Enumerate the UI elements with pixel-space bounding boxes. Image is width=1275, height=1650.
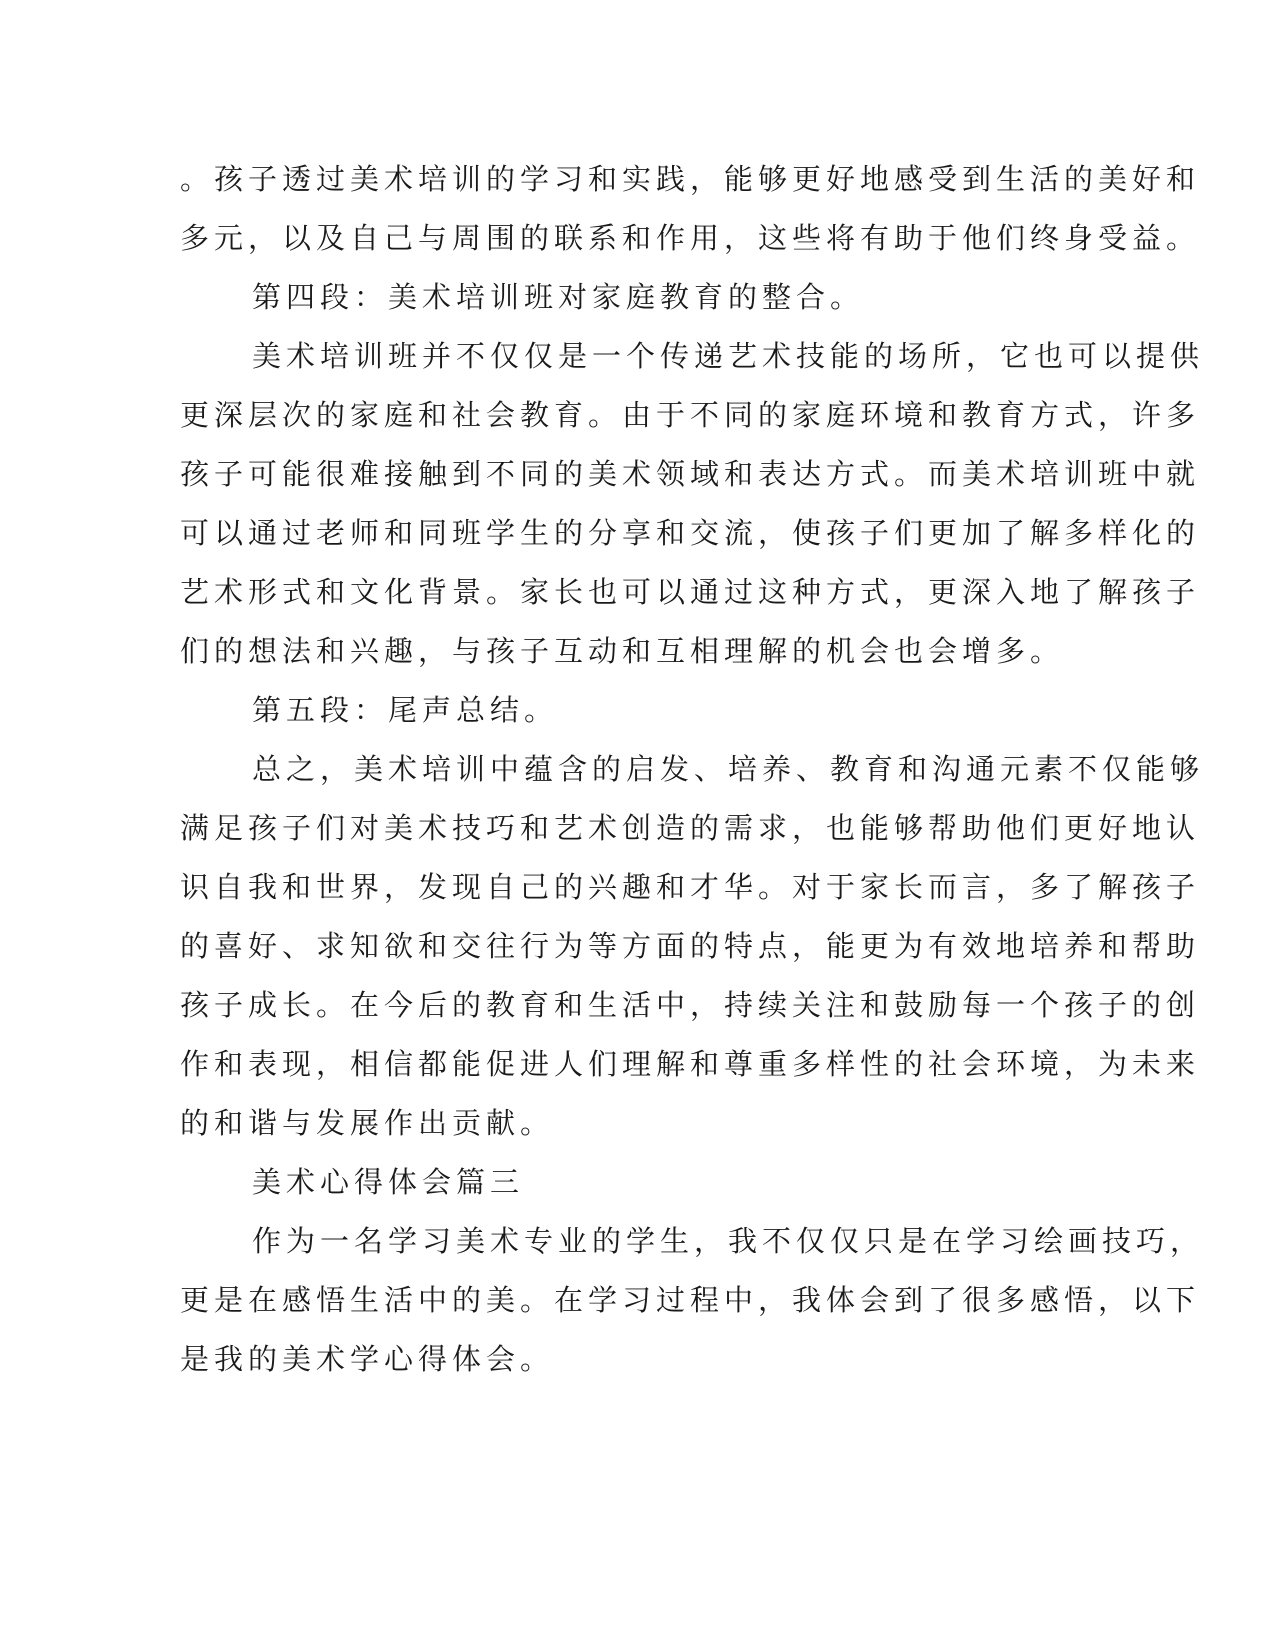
- section-heading-4: 第四段：美术培训班对家庭教育的整合。: [252, 280, 865, 314]
- document-body: [180, 150, 1205, 1389]
- article-title: 美术心得体会篇三: [252, 1165, 525, 1199]
- text-line: 满足孩子们对美术技巧和艺术创造的需求，也能够帮助他们更好地认: [180, 811, 1201, 845]
- text-line: 的喜好、求知欲和交往行为等方面的特点，能更为有效地培养和帮助: [180, 929, 1201, 963]
- text-line: 美术培训班并不仅仅是一个传递艺术技能的场所，它也可以提供: [252, 339, 1205, 373]
- text-line: 是我的美术学心得体会。: [180, 1342, 555, 1376]
- text-line: 更深层次的家庭和社会教育。由于不同的家庭环境和教育方式，许多: [180, 398, 1201, 432]
- text-line: 多元，以及自己与周围的联系和作用，这些将有助于他们终身受益。: [180, 221, 1201, 255]
- text-line: 们的想法和兴趣，与孩子互动和互相理解的机会也会增多。: [180, 634, 1065, 668]
- text-line: 。孩子透过美术培训的学习和实践，能够更好地感受到生活的美好和: [180, 162, 1201, 196]
- text-line: 总之，美术培训中蕴含的启发、培养、教育和沟通元素不仅能够: [252, 752, 1205, 786]
- text-line: 艺术形式和文化背景。家长也可以通过这种方式，更深入地了解孩子: [180, 575, 1201, 609]
- section-heading-5: 第五段：尾声总结。: [252, 693, 559, 727]
- text-line: 作为一名学习美术专业的学生，我不仅仅只是在学习绘画技巧，: [252, 1224, 1205, 1258]
- text-line: 的和谐与发展作出贡献。: [180, 1106, 555, 1140]
- text-line: 更是在感悟生活中的美。在学习过程中，我体会到了很多感悟，以下: [180, 1283, 1201, 1317]
- text-line: 识自我和世界，发现自己的兴趣和才华。对于家长而言，多了解孩子: [180, 870, 1201, 904]
- text-line: 孩子可能很难接触到不同的美术领域和表达方式。而美术培训班中就: [180, 457, 1201, 491]
- text-line: 作和表现，相信都能促进人们理解和尊重多样性的社会环境，为未来: [180, 1047, 1201, 1081]
- text-line: 可以通过老师和同班学生的分享和交流，使孩子们更加了解多样化的: [180, 516, 1201, 550]
- text-line: 孩子成长。在今后的教育和生活中，持续关注和鼓励每一个孩子的创: [180, 988, 1201, 1022]
